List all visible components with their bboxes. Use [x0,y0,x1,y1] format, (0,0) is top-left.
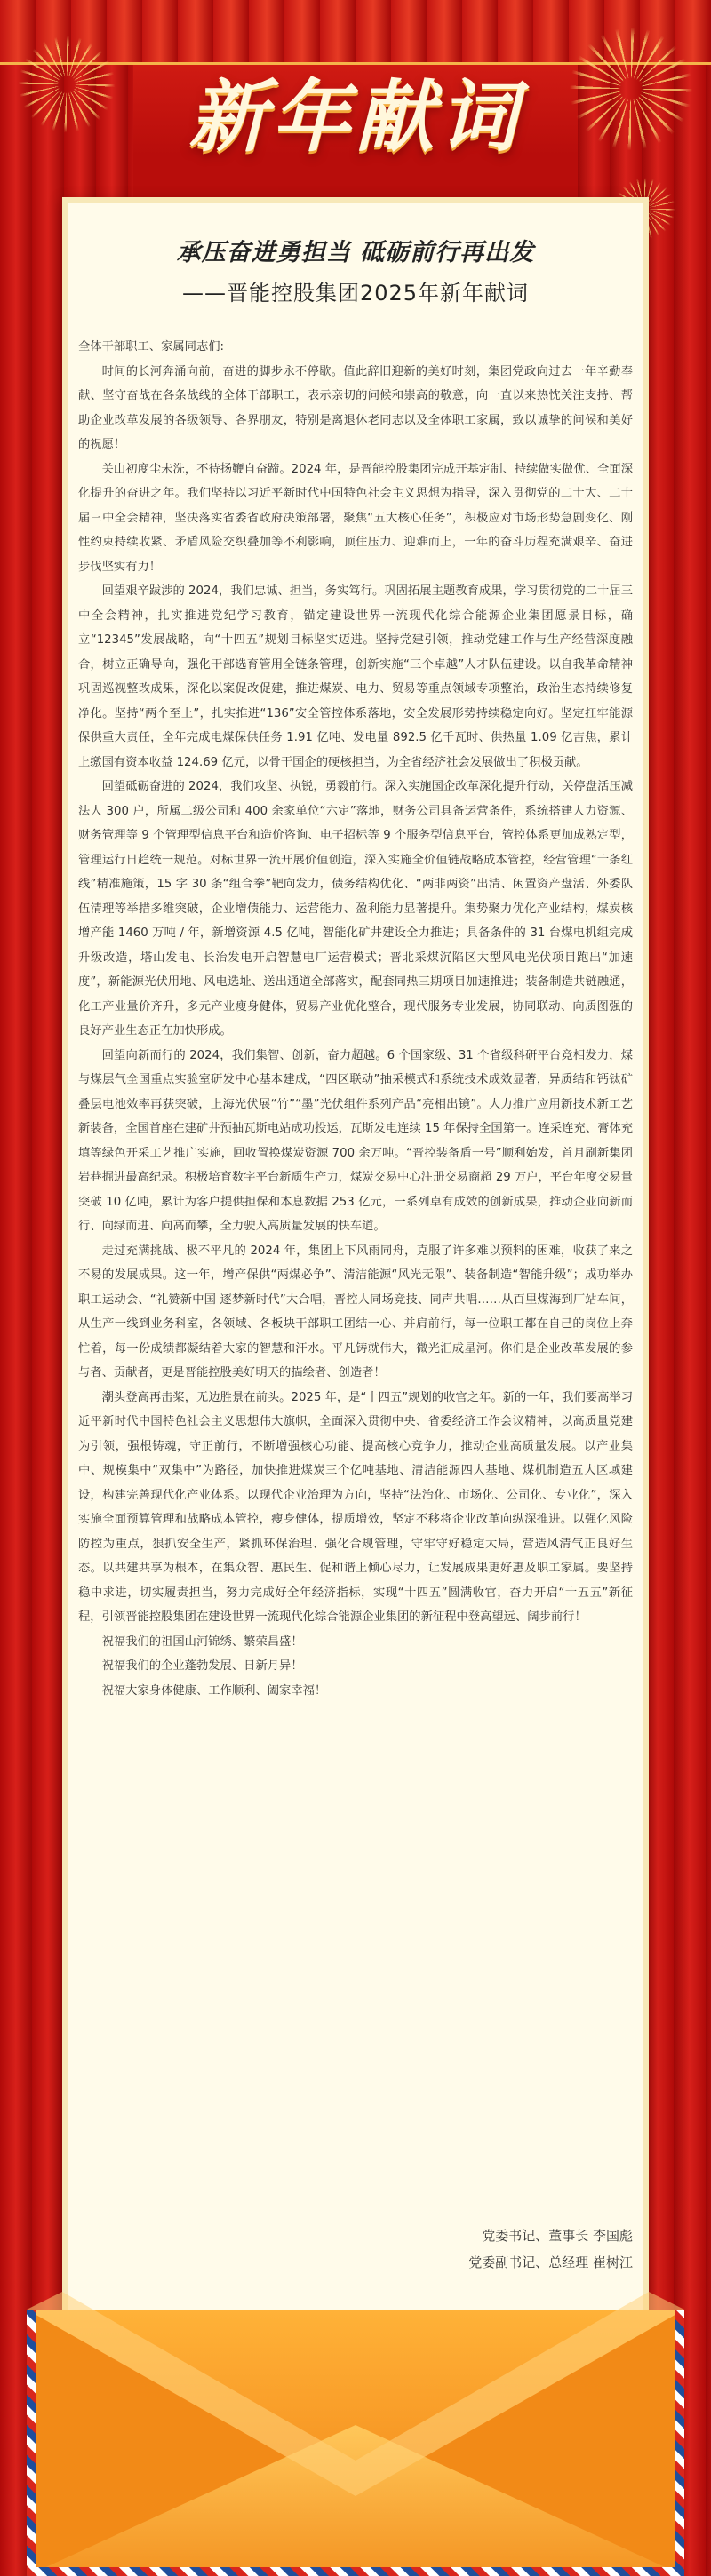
paragraph: 关山初度尘未洗，不待扬鞭自奋蹄。2024 年，是晋能控股集团完成开基定制、持续做实做优、全面深化提升的奋进之年。我们坚持以习近平新时代中国特色社会主义思想为指导，深入贯彻党的二十大、二十届三中全会精神，坚决落实省委省政府决策部署，聚焦“五大核心任务”，积极应对市场形势急剧变化、刚性约束持续收紧、矛盾风险交织叠加等不利影响，顶住压力、迎难而上，一年的奋斗历程充满艰辛、奋进步伐坚实有力！ [78,462,633,574]
envelope-graphic [27,2274,684,2576]
new-year-headline: 新年献词 [188,70,523,163]
paragraph: 回望向新而行的 2024，我们集智、创新，奋力超越。6 个国家级、31 个省级科研平台竞相发力，煤与煤层气全国重点实验室研发中心基本建成，“四区联动”抽采模式和系统技术成效显著，异质结和钙钛矿叠层电池效率再获突破，上海光伏展“竹”“墨”光伏组件系列产品“亮相出镜”。大力推广应用新技术新工艺新装备，全国首座在建矿井预抽瓦斯电站成功投运，瓦斯发电连续 15 年保持全国第一。连采连充、膏体充填等绿色开采工艺推广实施，回收置换煤炭资源 700 余万吨。“晋控装备盾一号”顺利始发，首月刷新集团岩巷掘进最高纪录。积极培育数字平台新质生产力，煤炭交易中心注册交易商超 29 万户，平台年度交易量突破 10 亿吨，累计为客户提供担保和本息数据 253 亿元，一系列卓有成效的创新成果，推动企业向新而行、向绿而进、向高而攀，全力驶入高质量发展的快车道。 [78,1048,633,1233]
signature-chairman: 党委书记、董事长 李国彪 [482,2228,633,2244]
paragraph: 时间的长河奔涌向前，奋进的脚步永不停歇。值此辞旧迎新的美好时刻，集团党政向过去一年辛勤奉献、坚守奋战在各条战线的全体干部职工，表示亲切的问候和崇高的敬意，向一直以来热忱关注支持、帮助企业改革发展的各级领导、各界朋友，特别是离退休老同志以及全体职工家属，致以诚挚的问候和美好的祝愿！ [78,364,633,451]
paragraph: 回望艰辛跋涉的 2024，我们忠诚、担当，务实笃行。巩固拓展主题教育成果，学习贯彻党的二十届三中全会精神，扎实推进党纪学习教育，锚定建设世界一流现代化综合能源企业集团愿景目标，确立“12345”发展战略，向“十四五”规划目标坚实迈进。坚持党建引领，推动党建工作与生产经营深度融合，树立正确导向，强化干部选育管用全链条管理，创新实施“三个卓越”人才队伍建设。以自我革命精神巩固巡视整改成果，深化以案促改促建，推进煤炭、电力、贸易等重点领域专项整治，政治生态持续修复净化。坚持“两个至上”，扎实推进“136”安全管控体系落地，安全发展形势持续稳定向好。坚定扛牢能源保供重大责任，全年完成电煤保供任务 1.91 亿吨、发电量 892.5 亿千瓦时、供热量 1.09 亿吉焦，累计上缴国有资本收益 124.69 亿元，以骨干国企的硬核担当，为全省经济社会发展做出了积极贡献。 [78,584,633,769]
page-title: 承压奋进勇担当 砥砺前行再出发 [176,239,535,266]
paragraph: 回望砥砺奋进的 2024，我们攻坚、执锐，勇毅前行。深入实施国企改革深化提升行动，关停盘活压减法人 300 户，所属二级公司和 400 余家单位“六定”落地，财务公司具备运营条件，系统搭建人力资源、财务管理等 9 个管理型信息平台和造价咨询、电子招标等 9 个服务型信息平台，管控体系更加成熟定型，管理运行日趋统一规范。对标世界一流开展价值创造，深入实施全价值链战略成本管控，经营管理“十条红线”精准施策，15 字 30 条“组合拳”靶向发力，债务结构优化、“两非两资”出清、闲置资产盘活、外委队伍清理等举措多维突破，企业增债能力、运营能力、盈利能力显著提升。集势聚力优化产业结构，煤炭核增产能 1460 万吨 / 年，新增资源 4.5 亿吨，智能化矿井建设全力推进；具备条件的 31 台煤电机组完成升级改造，塔山发电、长治发电开启智慧电厂运营模式；晋北采煤沉陷区大型风电光伏项目跑出“加速度”，新能源光伏用地、风电选址、送出通道全部落实，配套同热三期项目加速推进；装备制造共链融通，化工产业量价齐升，多元产业瘦身健体，贸易产业优化整合，现代服务专业发展，协同联动、向质图强的良好产业生态正在加快形成。 [78,780,633,1038]
blessing-line: 祝福我们的祖国山河锦绣、繁荣昌盛！ [101,1634,303,1649]
greeting: 全体干部职工、家属同志们: [78,340,225,354]
page-subtitle: ——晋能控股集团2025年新年献词 [181,281,530,306]
letter-body [78,335,633,1703]
signature-block [277,2222,633,2276]
blessing-line: 祝福我们的企业蓬勃发展、日新月异！ [101,1659,303,1673]
signature-general-manager: 党委副书记、总经理 崔树江 [468,2254,633,2270]
blessing-line: 祝福大家身体健康、工作顺利、阖家幸福！ [101,1683,327,1697]
paragraph: 潮头登高再击桨，无边胜景在前头。2025 年，是“十四五”规划的收官之年。新的一年，我们要高举习近平新时代中国特色社会主义思想伟大旗帜，全面深入贯彻中央、省委经济工作会议精神，以高质量党建为引领，强根铸魂，守正前行，不断增强核心功能、提高核心竞争力，推动企业高质量发展。以产业集中、规模集中“双集中”为路径，加快推进煤炭三个亿吨基地、清洁能源四大基地、煤机制造五大区域建设，构建完善现代化产业体系。以现代企业治理为方向，坚持“法治化、市场化、公司化、专业化”，深入实施全面预算管理和战略成本管控，瘦身健体，提质增效，坚定不移将企业改革向纵深推进。以强化风险防控为重点，狠抓安全生产，紧抓环保治理、强化合规管理，守牢守好稳定大局，营造风清气正良好生态。以共建共享为根本，在集众智、惠民生、促和谐上倾心尽力，让发展成果更好惠及职工家属。要坚持稳中求进，切实履责担当，努力完成好全年经济指标，实现“十四五”圆满收官，奋力开启“十五五”新征程，引领晋能控股集团在建设世界一流现代化综合能源企业集团的新征程中登高望远、阔步前行！ [78,1390,633,1624]
paragraph: 走过充满挑战、极不平凡的 2024 年，集团上下风雨同舟，克服了许多难以预料的困难，收获了来之不易的发展成果。这一年，增产保供“两煤必争”、清洁能源“风光无限”、装备制造“智能升级”；成功举办职工运动会、“礼赞新中国 逐梦新时代”大合唱，晋控人同场竞技、同声共唱……从百里煤海到厂站车间，从生产一线到业务科室，各领域、各板块干部职工团结一心、并肩前行，每一位职工都在自己的岗位上奔忙着，每一份成绩都凝结着大家的智慧和汗水。平凡铸就伟大，微光汇成星河。你们是企业改革发展的参与者、贡献者，更是晋能控股美好明天的描绘者、创造者！ [78,1244,633,1379]
letter-paper [62,197,649,2365]
